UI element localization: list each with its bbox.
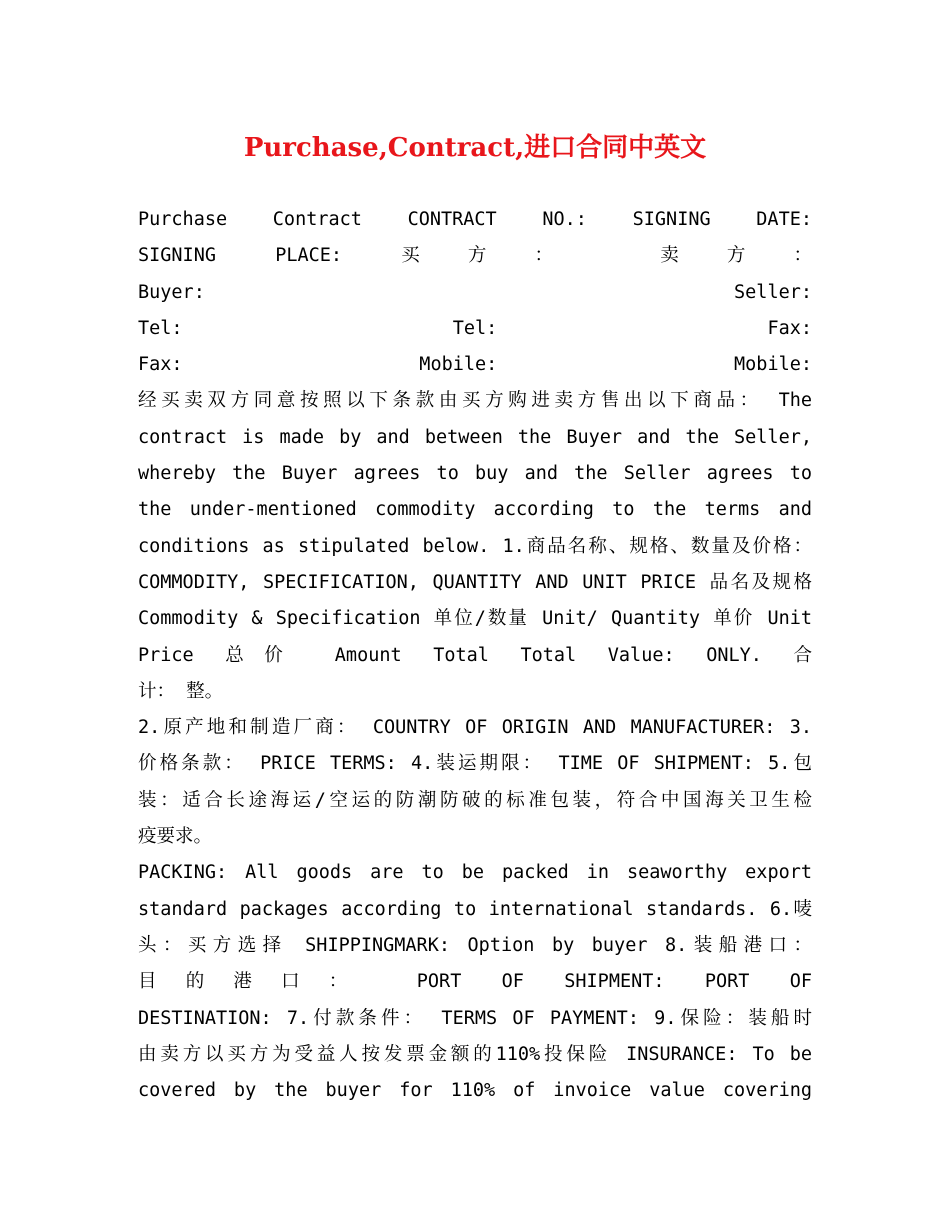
body-line: 计： 整。: [138, 680, 224, 702]
body-line: Price 总价 Amount Total Total Value: ONLY. 合: [138, 644, 812, 666]
body-line: DESTINATION: 7.付款条件： TERMS OF PAYMENT: 9.保险：装船时: [138, 1007, 812, 1029]
body-line: Buyer: Seller:: [138, 281, 812, 303]
body-line: standard packages according to international standards. 6.唛: [138, 898, 812, 920]
body-line: covered by the buyer for 110% of invoice value covering: [138, 1080, 812, 1102]
body-line: SIGNING PLACE: 买方： 卖方：: [138, 245, 812, 267]
body-line: the under-mentioned commodity according to the terms and: [138, 499, 812, 521]
body-line: 经买卖双方同意按照以下条款由买方购进卖方售出以下商品： The: [138, 390, 812, 412]
body-line: 2.原产地和制造厂商： COUNTRY OF ORIGIN AND MANUFACTURER: 3.: [138, 717, 812, 739]
body-line: PACKING: All goods are to be packed in seaworthy export: [138, 862, 812, 884]
body-line: 由卖方以买方为受益人按发票金额的110%投保险 INSURANCE: To be: [138, 1043, 812, 1065]
body-line: 目的港口： PORT OF SHIPMENT: PORT OF: [138, 971, 812, 993]
contract-body: [138, 202, 812, 1109]
body-line: 装：适合长途海运/空运的防潮防破的标准包装，符合中国海关卫生检: [138, 789, 812, 811]
body-line: 头：买方选择 SHIPPINGMARK: Option by buyer 8.装船港口：: [138, 934, 812, 956]
document-title: Purchase,Contract,进口合同中英文: [243, 133, 707, 163]
body-line: Purchase Contract CONTRACT NO.: SIGNING DATE:: [138, 209, 812, 230]
body-line: Commodity & Specification 单位/数量 Unit/ Quantity 单价 Unit: [138, 608, 812, 630]
body-line: conditions as stipulated below. 1.商品名称、规格、数量及价格：: [138, 535, 812, 557]
body-line: Fax: Mobile: Mobile:: [138, 354, 812, 376]
body-line: contract is made by and between the Buyer and the Seller,: [138, 426, 812, 448]
body-line: whereby the Buyer agrees to buy and the Seller agrees to: [138, 463, 812, 485]
body-line: COMMODITY, SPECIFICATION, QUANTITY AND UNIT PRICE 品名及规格: [138, 571, 812, 593]
body-line: Tel: Tel: Fax:: [138, 317, 812, 339]
body-line: 疫要求。: [138, 826, 213, 848]
body-line: 价格条款： PRICE TERMS: 4.装运期限： TIME OF SHIPMENT: 5.包: [138, 753, 812, 775]
